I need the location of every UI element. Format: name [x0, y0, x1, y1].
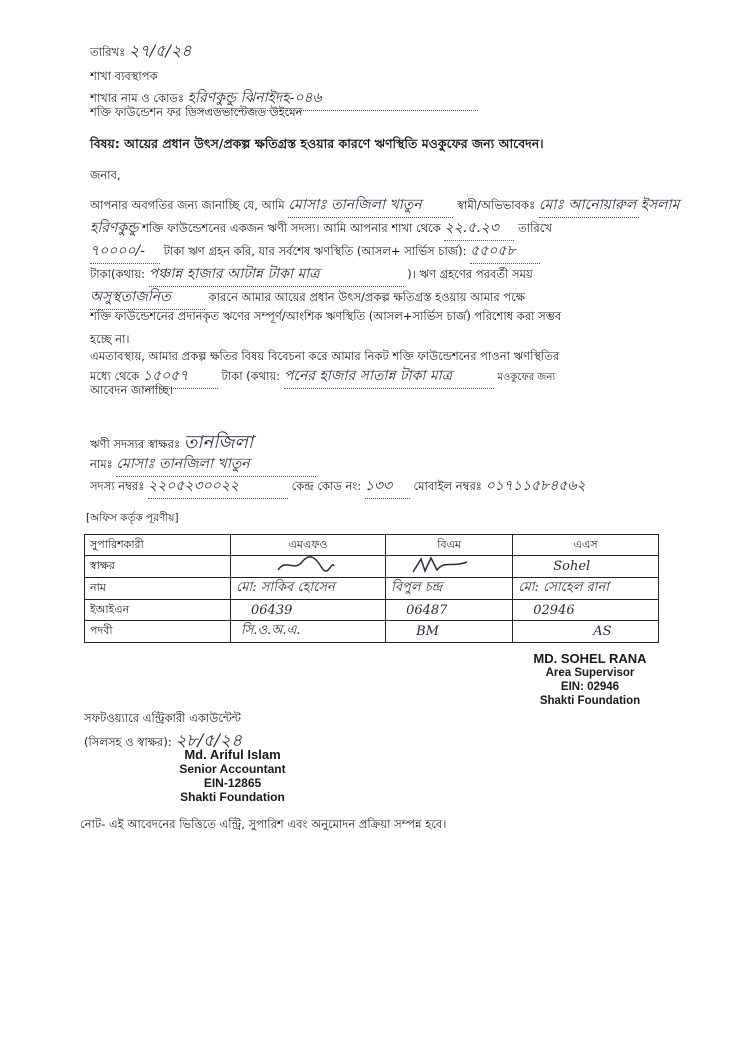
para1-line2: হরিণকুন্ডু শক্তি ফাউন্ডেশনের একজন ঋণী সদস্য। আমি আপনার শাখা থেকে ২২.৫.২৩ তারিখে [90, 216, 552, 241]
para1-line1: আপনার অবগতির জন্য জানাচ্ছি যে, আমি মোসাঃ তানজিলা খাতুন স্বামী/অভিভাবকঃ মোঃ আনোয়ারুল ইসলাম [90, 193, 639, 218]
table-row: পদবী সি.ও.অ.এ. BM AS [85, 621, 659, 643]
footer-note: নোট- এই আবেদনের ভিত্তিতে এন্ট্রি, সুপারিশ এবং অনুমোদন প্রক্রিয়া সম্পন্ন হবে। [80, 817, 447, 831]
branch-value: হরিণকুন্ডু ঝিনাইদহ-০৪৬ [188, 86, 478, 111]
as-stamp [505, 652, 675, 708]
para1-line5: অসুস্থতাজনিত কারনে আমার আয়ের প্রধান উৎস/প্রকল্প ক্ষতিগ্রস্ত হওয়ায় আমার পক্ষে [90, 285, 525, 310]
waiver-amount-hw: ১৫০৫৭ [143, 364, 218, 389]
date-label: তারিখঃ [90, 45, 126, 59]
date-value: ২৭/৫/২৪ [128, 41, 192, 60]
acc-stamp-title: Senior Accountant [179, 762, 286, 776]
office-table [84, 534, 659, 643]
member-signature: তানজিলা [183, 432, 254, 453]
signature-scribble [276, 556, 336, 574]
member-name-line: নামঃ মোসাঃ তানজিলা খাতুন [90, 452, 316, 477]
mobile-value: ০১৭১১৫৮৪৫৬২ [485, 478, 586, 494]
table-row: নাম মো: সাকিব হোসেন বিপুল চন্দ্র মো: সোহেল রানা [85, 578, 659, 600]
as-stamp-title: Area Supervisor [545, 667, 635, 679]
reason-hw: অসুস্থতাজনিত [90, 285, 205, 310]
entry-date: ২৮/৫/২৪ [175, 731, 243, 751]
date-line [90, 38, 192, 65]
loan-date-hw: ২২.৫.২৩ [444, 216, 514, 241]
as-stamp-ein: EIN: 02946 [560, 681, 620, 693]
member-signature-line: ঋণী সদস্যর স্বাক্ষরঃ তানজিলা [90, 432, 254, 453]
as-stamp-org: Shakti Foundation [539, 695, 641, 707]
balance-words-hw: পঞ্চান্ন হাজার আটান্ন টাকা মাত্র [149, 262, 404, 287]
bm-signature [386, 556, 513, 578]
org-line: শক্তি ফাউন্ডেশন ফর ডিসএডভান্টেজড উইমেন [90, 105, 303, 119]
member-name-hw: মোসাঃ তানজিলা খাতুন [288, 193, 453, 218]
guardian-name-hw: মোঃ আনোয়ারুল ইসলাম [539, 193, 639, 218]
para1-line7: হচ্ছে না। [90, 332, 130, 346]
as-stamp-name: MD. SOHEL RANA [533, 651, 647, 666]
center-code-value: ১৩৩ [365, 474, 410, 499]
table-row: ইআইএন 06439 06487 02946 [85, 600, 659, 621]
member-number-value: ২২০৫২৩০০২২ [148, 474, 288, 499]
subject: বিষয়: আয়ের প্রধান উৎস/প্রকল্প ক্ষতিগ্রস্ত হওয়ার কারণে ঋণস্থিতি মওকুফের জন্য আবেদন। [90, 136, 544, 151]
para1-line3: ৭০০০০/- টাকা ঋণ গ্রহন করি, যার সর্বশেষ ঋণস্থিতি (আসল+ সার্ভিস চার্জ): ৫৫০৫৮ [90, 239, 540, 264]
entry-line2: (সিলসহ ও স্বাক্ষর): ২৮/৫/২৪ [84, 731, 243, 751]
para2-line3: আবেদন জানাচ্ছি। [90, 383, 174, 397]
signature-scribble [411, 556, 471, 574]
as-signature: Sohel [513, 556, 659, 578]
branch-hw: হরিণকুন্ডু [90, 220, 139, 236]
accountant-stamp [150, 748, 315, 804]
balance-hw: ৫৫০৫৮ [470, 239, 540, 264]
acc-stamp-ein: EIN-12865 [203, 776, 262, 790]
acc-stamp-name: Md. Ariful Islam [184, 747, 281, 762]
salutation: জনাব, [90, 168, 121, 182]
col-mfo: এমএফও [231, 535, 386, 556]
para1-line6: শক্তি ফাউন্ডেশনের প্রদানকৃত ঋণের সম্পূর্ণ/আংশিক ঋণস্থিতি (আসল+সার্ভিস চার্জ) পরিশোধ করা সম্ভব [90, 309, 562, 323]
col-recommender: সুপারিশকারী [85, 535, 231, 556]
para1-line4: টাকা(কথায়: পঞ্চান্ন হাজার আটান্ন টাকা মাত্র )। ঋণ গ্রহণের পরবর্তী সময় [90, 262, 533, 287]
office-caption: [অফিস কর্তৃক পূরণীয়] [86, 512, 179, 524]
branch-label: শাখার নাম ও কোডঃ [90, 91, 185, 105]
mfo-signature [231, 556, 386, 578]
table-row: স্বাক্ষর Sohel [85, 556, 659, 578]
member-number-line: সদস্য নম্বরঃ ২২০৫২৩০০২২ কেন্দ্র কোড নং: ১৩৩ মোবাইল নম্বরঃ ০১৭১১৫৮৪৫৬২ [90, 474, 586, 499]
to-line: শাখা ব্যবস্থাপক [90, 69, 158, 83]
para2-line1: এমতাবস্থায়, আমার প্রকল্প ক্ষতির বিষয় বিবেচনা করে আমার নিকট শক্তি ফাউন্ডেশনের পাওনা ঋণস্থিতির [90, 349, 560, 363]
member-name-value: মোসাঃ তানজিলা খাতুন [116, 452, 316, 477]
entry-line1: সফটওয়্যারে এন্ট্রিকারী একাউন্টেন্ট [84, 711, 241, 725]
col-bm: বিএম [386, 535, 513, 556]
acc-stamp-org: Shakti Foundation [180, 790, 285, 804]
loan-amount-hw: ৭০০০০/- [90, 239, 160, 264]
waiver-words-hw: পনের হাজার সাতান্ন টাকা মাত্র [284, 364, 494, 389]
para2-line2: মধ্যে থেকে ১৫০৫৭ টাকা (কথায়: পনের হাজার সাতান্ন টাকা মাত্র মওকুফের জন্য [90, 364, 555, 389]
table-header-row [85, 535, 659, 556]
col-as: এএস [513, 535, 659, 556]
